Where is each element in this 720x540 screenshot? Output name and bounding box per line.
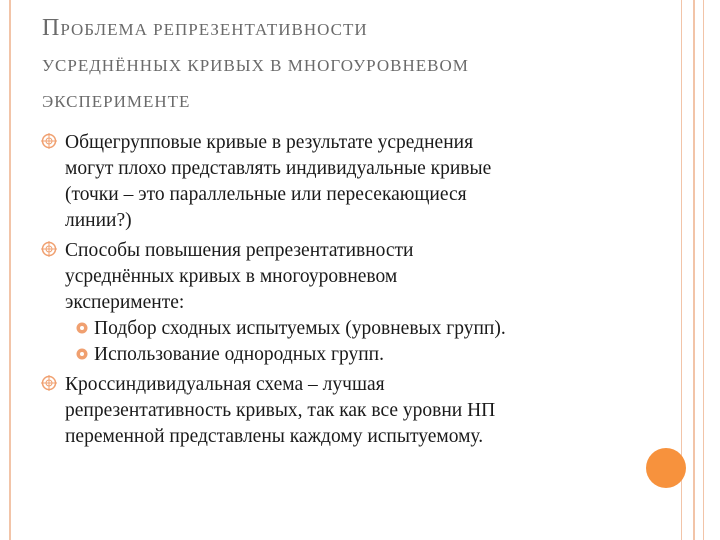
item-text-line: усреднённых кривых в многоуровневом xyxy=(65,266,398,287)
sub-item-text: Использование однородных групп. xyxy=(94,344,384,365)
slide-title xyxy=(42,10,642,120)
left-frame-line xyxy=(9,0,11,540)
sub-item-text: Подбор сходных испытуемых (уровневых групп). xyxy=(94,318,506,339)
right-frame-line xyxy=(693,0,695,540)
item-text-line: могут плохо представлять индивидуальные кривые xyxy=(65,158,492,179)
ring-bullet-icon xyxy=(40,132,58,150)
title-initial: П xyxy=(42,15,61,41)
title-text: УСРЕДНЁННЫХ КРИВЫХ В МНОГОУРОВНЕВОМ xyxy=(42,56,469,75)
ring-bullet-icon xyxy=(76,348,88,360)
bullet-item xyxy=(40,130,660,234)
item-text-line: Способы повышения репрезентативности xyxy=(65,240,414,261)
title-line xyxy=(42,84,642,120)
item-text-line: Общегрупповые кривые в результате усреднения xyxy=(65,132,474,153)
title-line xyxy=(42,48,642,84)
ring-bullet-icon xyxy=(40,240,58,258)
right-frame-line xyxy=(703,0,704,540)
title-text: РОБЛЕМА РЕПРЕЗЕНТАТИВНОСТИ xyxy=(60,20,368,39)
ring-bullet-icon xyxy=(40,374,58,392)
item-text-line: эксперименте: xyxy=(65,292,185,313)
title-line xyxy=(42,10,642,48)
item-text-line: линии?) xyxy=(65,210,132,231)
item-text-line: репрезентативность кривых, так как все уровни НП xyxy=(65,400,496,421)
bullet-item xyxy=(40,238,660,368)
item-text-line: (точки – это параллельные или пересекающиеся xyxy=(65,184,467,205)
item-text-line: Кроссиндивидуальная схема – лучшая xyxy=(65,374,385,395)
item-text-line: переменной представлены каждому испытуемому. xyxy=(65,426,484,447)
slide-content xyxy=(40,130,660,454)
title-text: ЭКСПЕРИМЕНТЕ xyxy=(42,92,191,111)
decorative-orange-circle xyxy=(646,448,686,488)
sub-bullet-item xyxy=(65,342,660,368)
bullet-item xyxy=(40,372,660,450)
sub-bullet-item xyxy=(65,316,660,342)
ring-bullet-icon xyxy=(76,322,88,334)
